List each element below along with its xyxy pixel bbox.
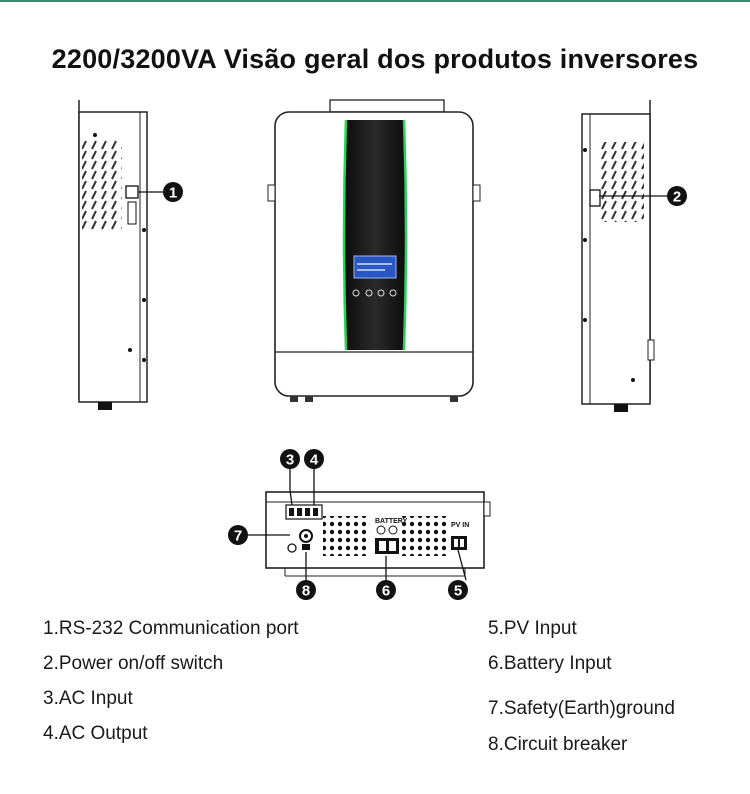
svg-text:1: 1 <box>168 184 178 202</box>
callout-1 <box>163 182 183 202</box>
callout-7 <box>228 525 248 545</box>
legend-item-circuit-breaker: 8.Circuit breaker <box>488 734 628 755</box>
callout-5 <box>448 580 468 600</box>
legend-item-rs232: 1.RS-232 Communication port <box>43 618 299 639</box>
callout-6 <box>376 580 396 600</box>
legend-item-ground: 7.Safety(Earth)ground <box>488 698 675 719</box>
svg-text:2: 2 <box>672 188 682 206</box>
left-side-view <box>79 100 147 410</box>
svg-text:5: 5 <box>453 582 463 600</box>
legend-item-battery-input: 6.Battery Input <box>488 653 612 674</box>
svg-text:7: 7 <box>233 527 243 545</box>
page-title: 2200/3200VA Visão geral dos produtos inversores <box>51 44 699 74</box>
callout-4 <box>304 449 324 469</box>
legend-item-pv-input: 5.PV Input <box>488 618 577 639</box>
legend-item-ac-output: 4.AC Output <box>43 723 148 744</box>
legend-item-ac-input: 3.AC Input <box>43 688 133 709</box>
callout-8 <box>296 580 316 600</box>
svg-text:3: 3 <box>285 451 295 469</box>
bottom-view <box>266 492 490 576</box>
legend-item-power-switch: 2.Power on/off switch <box>43 653 224 674</box>
svg-text:6: 6 <box>381 582 391 600</box>
svg-text:4: 4 <box>309 451 319 469</box>
svg-text:8: 8 <box>301 582 311 600</box>
front-view <box>268 100 480 402</box>
battery-panel-label: BATTERY <box>375 518 408 525</box>
callout-2 <box>667 186 687 206</box>
pv-panel-label: PV IN <box>451 522 470 529</box>
right-side-view <box>582 100 654 412</box>
callout-3 <box>280 449 300 469</box>
